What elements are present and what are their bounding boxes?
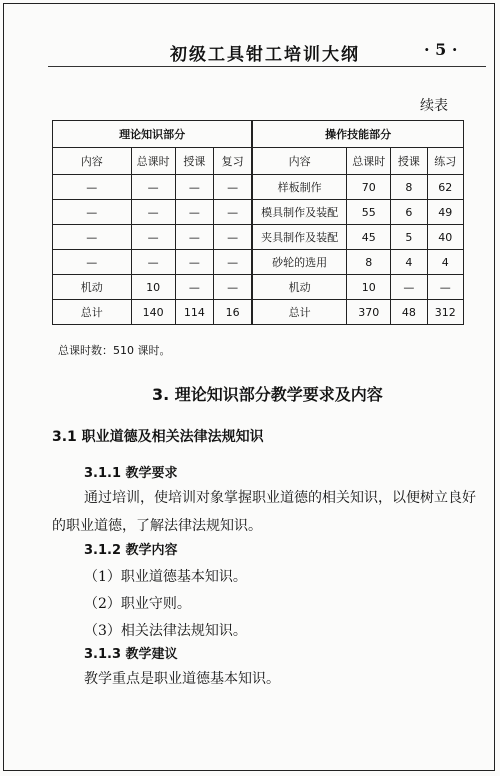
table-continued-label: 续表	[420, 98, 448, 114]
table-row	[53, 275, 464, 300]
table-cell: 45	[347, 225, 391, 250]
table-row	[53, 300, 464, 325]
group-header-theory: 理论知识部分	[53, 121, 253, 148]
table-cell: —	[175, 200, 213, 225]
table-cell: 370	[347, 300, 391, 325]
table-cell: 40	[427, 225, 464, 250]
group-header-skills: 操作技能部分	[252, 121, 463, 148]
paragraph-teaching-suggestion: 教学重点是职业道德基本知识。	[84, 671, 280, 687]
table-cell: —	[175, 250, 213, 275]
col-header: 授课	[175, 148, 213, 175]
table-cell: —	[131, 200, 175, 225]
table-cell: —	[214, 275, 253, 300]
table-cell: 10	[131, 275, 175, 300]
col-header: 内容	[252, 148, 346, 175]
page-number: · 5 ·	[424, 40, 458, 59]
total-hours-note: 总课时数：510 课时。	[58, 344, 171, 357]
heading-3-1-2: 3.1.2 教学内容	[84, 543, 178, 558]
table-cell: —	[214, 250, 253, 275]
header-rule	[48, 66, 486, 67]
col-header: 内容	[53, 148, 132, 175]
table-cell: 140	[131, 300, 175, 325]
running-header-title: 初级工具钳工培训大纲	[170, 45, 360, 65]
table-cell: 8	[391, 175, 427, 200]
list-item: （1）职业道德基本知识。	[84, 569, 247, 585]
table-row	[53, 250, 464, 275]
table-cell: 4	[391, 250, 427, 275]
table-cell: 49	[427, 200, 464, 225]
table-row	[53, 175, 464, 200]
table-cell: 样板制作	[252, 175, 346, 200]
table-cell: —	[131, 250, 175, 275]
table-cell: 4	[427, 250, 464, 275]
table-cell: 55	[347, 200, 391, 225]
table-row	[53, 200, 464, 225]
table-cell: 48	[391, 300, 427, 325]
col-header: 授课	[391, 148, 427, 175]
table-cell: —	[214, 200, 253, 225]
table-row	[53, 225, 464, 250]
table-cell: 10	[347, 275, 391, 300]
table-cell: —	[427, 275, 464, 300]
course-hours-table	[52, 120, 464, 325]
paragraph-teaching-requirements: 通过培训，使培训对象掌握职业道德的相关知识，以便树立良好的职业道德，了解法律法规知识。	[52, 490, 476, 534]
table-cell: —	[391, 275, 427, 300]
table-cell: —	[131, 225, 175, 250]
table-cell: 6	[391, 200, 427, 225]
table-cell: —	[175, 225, 213, 250]
table-cell: 5	[391, 225, 427, 250]
table-cell: 62	[427, 175, 464, 200]
col-header: 总课时	[347, 148, 391, 175]
table-cell: —	[53, 200, 132, 225]
table-cell: 机动	[252, 275, 346, 300]
table-cell: —	[214, 225, 253, 250]
table-cell: 总计	[53, 300, 132, 325]
table-cell: 模具制作及装配	[252, 200, 346, 225]
col-header: 练习	[427, 148, 464, 175]
section-heading: 3. 理论知识部分教学要求及内容	[152, 385, 383, 404]
table-cell: —	[175, 175, 213, 200]
heading-3-1-1: 3.1.1 教学要求	[84, 466, 178, 481]
list-item: （3）相关法律法规知识。	[84, 623, 247, 639]
table-cell: —	[131, 175, 175, 200]
table-cell: 16	[214, 300, 253, 325]
table-cell: 114	[175, 300, 213, 325]
table-cell: 砂轮的选用	[252, 250, 346, 275]
table-cell: 70	[347, 175, 391, 200]
table-column-header-row	[53, 148, 464, 175]
table-cell: —	[175, 275, 213, 300]
table-cell: 总计	[252, 300, 346, 325]
table-cell: 机动	[53, 275, 132, 300]
list-item: （2）职业守则。	[84, 596, 191, 612]
table-cell: —	[53, 175, 132, 200]
col-header: 总课时	[131, 148, 175, 175]
col-header: 复习	[214, 148, 253, 175]
table-group-header-row	[53, 121, 464, 148]
table-cell: 312	[427, 300, 464, 325]
table-cell: —	[214, 175, 253, 200]
table-cell: —	[53, 225, 132, 250]
table-cell: 8	[347, 250, 391, 275]
table-cell: —	[53, 250, 132, 275]
heading-3-1-3: 3.1.3 教学建议	[84, 647, 178, 662]
table-cell: 夹具制作及装配	[252, 225, 346, 250]
subsection-heading: 3.1 职业道德及相关法律法规知识	[52, 429, 264, 445]
